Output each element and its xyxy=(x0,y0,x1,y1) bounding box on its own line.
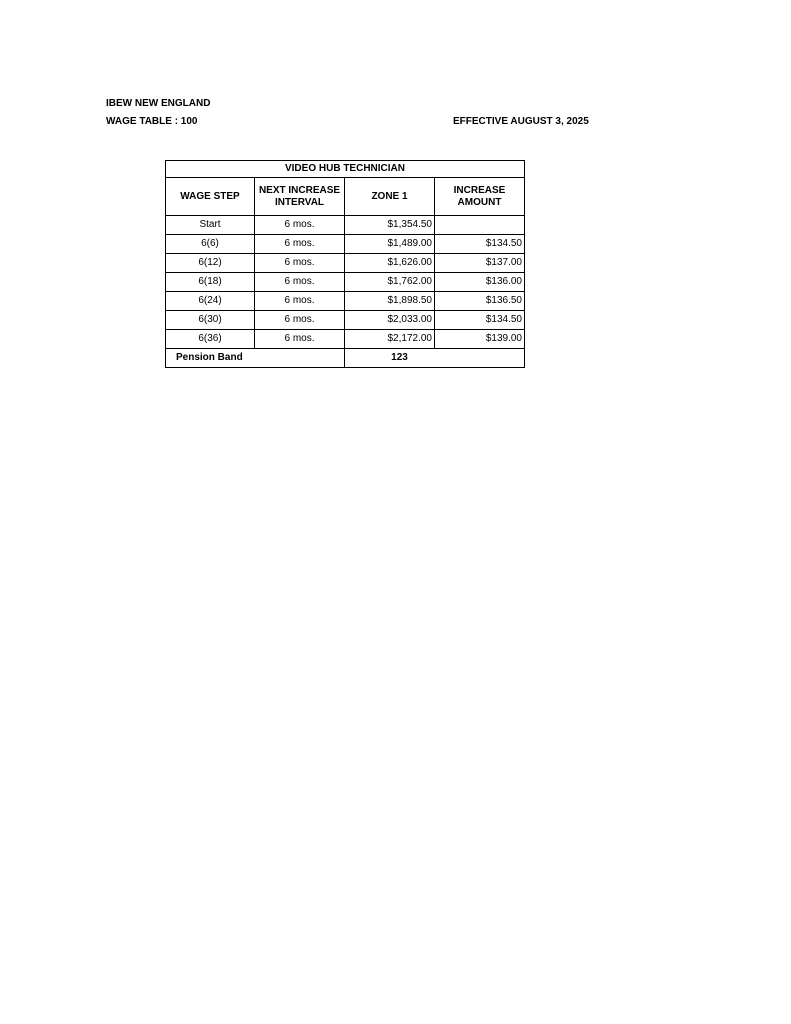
cell-wage-step: 6(24) xyxy=(166,292,255,311)
cell-increase: $134.50 xyxy=(435,311,525,330)
cell-increase: $134.50 xyxy=(435,235,525,254)
cell-wage-step: 6(36) xyxy=(166,330,255,349)
table-row xyxy=(166,254,525,273)
cell-wage-step: 6(12) xyxy=(166,254,255,273)
cell-increase: $136.00 xyxy=(435,273,525,292)
col-header-next-increase-line2: INTERVAL xyxy=(274,196,325,208)
cell-zone1: $1,354.50 xyxy=(345,216,435,235)
wage-table xyxy=(165,160,525,368)
pension-band-label: Pension Band xyxy=(166,349,345,368)
pension-band-value: 123 xyxy=(345,349,525,368)
effective-date: EFFECTIVE AUGUST 3, 2025 xyxy=(453,116,589,127)
cell-increase: $137.00 xyxy=(435,254,525,273)
pension-band-row xyxy=(166,349,525,368)
cell-wage-step: 6(18) xyxy=(166,273,255,292)
table-row xyxy=(166,216,525,235)
cell-zone1: $2,172.00 xyxy=(345,330,435,349)
col-header-increase-line1: INCREASE xyxy=(453,184,506,196)
cell-interval: 6 mos. xyxy=(255,292,345,311)
cell-zone1: $1,762.00 xyxy=(345,273,435,292)
cell-zone1: $2,033.00 xyxy=(345,311,435,330)
cell-interval: 6 mos. xyxy=(255,235,345,254)
cell-wage-step: 6(30) xyxy=(166,311,255,330)
col-header-next-increase-line1: NEXT INCREASE xyxy=(258,184,341,196)
cell-wage-step: 6(6) xyxy=(166,235,255,254)
col-header-increase-line2: AMOUNT xyxy=(457,196,502,208)
cell-zone1: $1,626.00 xyxy=(345,254,435,273)
col-header-wage-step: WAGE STEP xyxy=(166,178,255,216)
col-header-increase xyxy=(435,178,525,216)
table-title-row xyxy=(166,161,525,178)
cell-increase xyxy=(435,216,525,235)
cell-interval: 6 mos. xyxy=(255,330,345,349)
cell-increase: $136.50 xyxy=(435,292,525,311)
cell-interval: 6 mos. xyxy=(255,254,345,273)
column-header-row xyxy=(166,178,525,216)
cell-increase: $139.00 xyxy=(435,330,525,349)
col-header-next-increase xyxy=(255,178,345,216)
organization-name: IBEW NEW ENGLAND xyxy=(106,98,211,109)
table-row xyxy=(166,273,525,292)
table-row xyxy=(166,292,525,311)
table-row xyxy=(166,311,525,330)
cell-interval: 6 mos. xyxy=(255,311,345,330)
table-title: VIDEO HUB TECHNICIAN xyxy=(166,161,525,178)
wage-table-number: WAGE TABLE : 100 xyxy=(106,116,198,127)
col-header-zone: ZONE 1 xyxy=(345,178,435,216)
cell-wage-step: Start xyxy=(166,216,255,235)
cell-zone1: $1,489.00 xyxy=(345,235,435,254)
cell-zone1: $1,898.50 xyxy=(345,292,435,311)
table-row xyxy=(166,330,525,349)
table-row xyxy=(166,235,525,254)
cell-interval: 6 mos. xyxy=(255,216,345,235)
cell-interval: 6 mos. xyxy=(255,273,345,292)
